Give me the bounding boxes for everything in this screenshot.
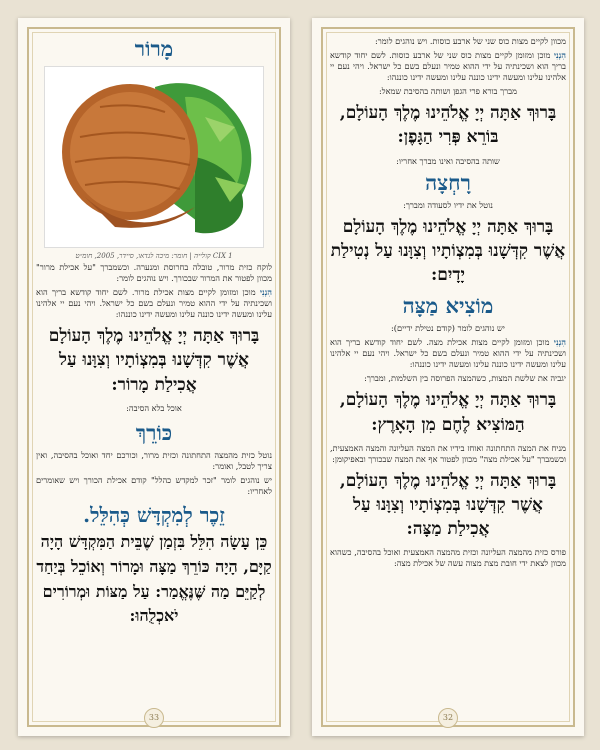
maror-instruction: לוקח כזית מרור, טובלה בחרוסת ומנערה. וכשמברך "על אכילת מרור" מכוון לפטור את המרור שבכורך. ויש נוהגים לומר: xyxy=(36,262,272,284)
page-32-content xyxy=(330,34,566,704)
korech-title: כּוֹרֵךְ xyxy=(135,419,173,445)
motzi-blessing: בָּרוּךְ אַתָּה יְיָ אֱלֹהֵינוּ מֶלֶךְ הָעוֹלָם, הַמּוֹצִיא לֶחֶם מִן הָאָרֶץ: xyxy=(339,390,557,435)
horseradish-lettuce-image xyxy=(45,67,263,247)
matza-instruction: מניח את המצה התחתונה ואוחז בידיו את המצה העליונה והמצה האמצעית, וכשמברך "על אכילת מצה" מכוון לפטור אף את המצה שבכורך ובאפיקומן: xyxy=(330,442,566,464)
korech-instruction-2: יש נוהגים לומר "זכר למקדש כהלל" קודם אכילת הכורך ויש שאומרים לאחריו: xyxy=(36,474,272,496)
rachtza-instruction: נוטל את ידיו לסעודה ומברך: xyxy=(403,199,493,210)
page-33-content xyxy=(36,34,272,704)
korech-instruction: נוטל כזית מהמצה התחתונה וכזית מרור, וכורכם יחד ואוכל בהסיבה, ואין צריך לטבל, ואומר: xyxy=(36,449,272,471)
page-number: 32 xyxy=(438,708,458,728)
wine-instruction: מברך בורא פרי הגפן ושותה בהסיבת שמאל: xyxy=(379,86,517,97)
intent-word: הִנְנִי xyxy=(553,50,566,61)
maror-title: מָרוֹר xyxy=(134,36,174,61)
rachtza-blessing: בָּרוּךְ אַתָּה יְיָ אֱלֹהֵינוּ מֶלֶךְ הָעוֹלָם אֲשֶׁר קִדְּשָׁנוּ בְּמִצְוֹתָיו וְצִוָּנוּ עַל נְטִילַת יָדָיִם: xyxy=(330,216,566,285)
wine-after-instruction: שותה בהסיבה ואינו מברך אחריו: xyxy=(396,155,500,166)
intent-word: הִנְנִי xyxy=(259,287,272,298)
motzi-instruction-2: יגביה את שלשת המצות, כשהמצה הפרוסה בין השלמות, ומברך: xyxy=(364,373,566,384)
maror-photo xyxy=(44,66,264,248)
zecher-text: כֵּן עָשָׂה הִלֵּל בִּזְמַן שֶׁבֵּית הַמִּקְדָּשׁ הָיָה קַיָּם, הָיָה כּוֹרֵךְ מַצָּה וּמָרוֹר וְאוֹכֵל בְּיַחַד לְקַיֵּם מַה שֶּׁנֶּאֱמַר: עַל מַצּוֹת וּמְרוֹרִים יֹאכְלֻהוּ: xyxy=(36,532,272,626)
maror-intent xyxy=(36,287,272,320)
matza-blessing: בָּרוּךְ אַתָּה יְיָ אֱלֹהֵינוּ מֶלֶךְ הָעוֹלָם, אֲשֶׁר קִדְּשָׁנוּ בְּמִצְוֹתָיו וְצִוָּנוּ עַל אֲכִילַת מַצָּה: xyxy=(339,470,557,539)
cup-intent xyxy=(330,50,566,83)
intent-text: מוכן ומזומן לקיים מצות אכילת מרור. לשם יחוד קודשא בריך הוא ושכינתיה על ידי ההוא טמיר ונעלם בשם כל ישראל. ויהי נעם יי אלהינו עלינו ומעשה ידינו כוננה עלינו ומעשה ידינו כוננהו: xyxy=(36,287,272,320)
maror-after-instruction: אוכל בלא הסיבה: xyxy=(126,402,182,413)
maror-blessing: בָּרוּךְ אַתָּה יְיָ אֱלֹהֵינוּ מֶלֶךְ הָעוֹלָם אֲשֶׁר קִדְּשָׁנוּ בְּמִצְוֹתָיו וְצִוָּנוּ עַל אֲכִילַת מָרוֹר: xyxy=(48,326,260,395)
page-number: 33 xyxy=(144,708,164,728)
motzi-instruction: יש נוהגים לומר (קודם נטילת ידיים): xyxy=(391,323,505,334)
matza-after-instruction: פורס כזית מהמצה העליונה וכזית מהמצה האמצעית ואוכל בהסיבה, כשהוא מכוון לצאת ידי חובת מצת מצוה עשה של אכילת מצה: xyxy=(330,547,566,569)
photo-caption: CIX 1 קולייה | חומר: מיכה לנדאו, סיידר, 2005, חומ״ט xyxy=(75,252,233,260)
intent-text: מוכן ומזומן לקיים מצות כוס שני של ארבע כוסות. לשם יחוד קודשא בריך הוא ושכינתיה על ידי ההוא טמיר ונעלם בשם כל ישראל. ויהי נעם יי אלהינו עלינו ומעשה ידינו כוננה עלינו ומעשה ידינו כוננהו: xyxy=(330,50,566,83)
page-32 xyxy=(312,18,584,736)
zecher-title: זֵכֶר לְמִקְדָּשׁ כְּהִלֵּל. xyxy=(83,503,225,527)
cup-intro-instruction: מכוון לקיים מצות כוס שני של ארבע כוסות. ויש נוהגים לומר: xyxy=(375,36,566,46)
motzi-intent xyxy=(330,337,566,370)
wine-blessing: בָּרוּךְ אַתָּה יְיָ אֱלֹהֵינוּ מֶלֶךְ הָעוֹלָם, בּוֹרֵא פְּרִי הַגָּפֶן: xyxy=(339,103,557,148)
rachtza-title: רָחְצָה xyxy=(425,169,471,195)
motzi-title: מוֹצִיא מַצָּה xyxy=(402,293,494,319)
intent-text: מוכן ומזומן לקיים מצות אכילת מצה. לשם יחוד קודשא בריך הוא ושכינתיה על ידי ההוא טמיר ונעלם בשם כל ישראל. ויהי נעם יי אלהינו עלינו ומעשה ידינו כוננה עלינו ומעשה ידינו כוננהו: xyxy=(330,337,566,370)
intent-word: הִנְנִי xyxy=(553,337,566,348)
page-33 xyxy=(18,18,290,736)
